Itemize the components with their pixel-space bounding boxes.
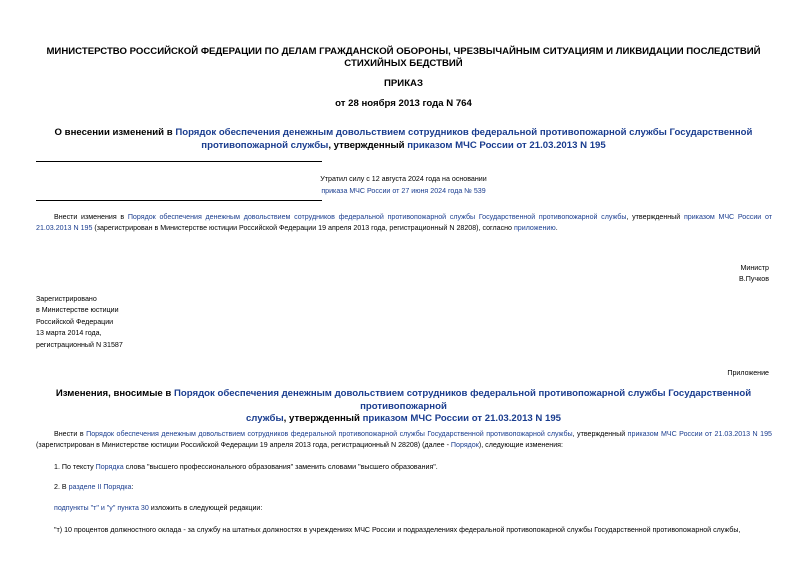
doc-title bbox=[30, 127, 777, 152]
item-1 bbox=[54, 462, 438, 473]
subitem-link[interactable]: подпункты "т" и "у" пункта 30 bbox=[54, 504, 149, 512]
body-link-order-b[interactable]: 21.03.2013 N 195 bbox=[36, 224, 93, 232]
item-text: слова "высшего профессионального образования" заменить словами "высшего образования". bbox=[123, 463, 438, 471]
body-text: . bbox=[555, 224, 558, 232]
subitem-text: изложить в следующей редакции: bbox=[148, 504, 263, 512]
item1-link[interactable]: Порядка bbox=[95, 463, 124, 471]
item-text: 2. В bbox=[54, 483, 69, 491]
appendix-paragraph bbox=[36, 429, 772, 451]
doc-type: ПРИКАЗ bbox=[384, 78, 423, 89]
appendix-text: Внести в bbox=[54, 430, 87, 438]
repeal-link[interactable]: приказа МЧС России от 27 июня 2024 года № 539 bbox=[321, 187, 486, 195]
divider-bottom bbox=[36, 200, 322, 201]
divider-top bbox=[36, 161, 322, 162]
body-text: (зарегистрирован в Министерстве юстиции Российской Федерации 19 апреля 2013 года, регистрационный N 28208), согласно bbox=[92, 224, 514, 232]
signature-role: Министр bbox=[740, 264, 769, 272]
appendix-text: , утвержденный bbox=[572, 430, 628, 438]
body-paragraph bbox=[36, 212, 772, 234]
appendix-link-short[interactable]: Порядок bbox=[450, 441, 479, 449]
body-text: , утвержденный bbox=[626, 213, 684, 221]
quote-paragraph: "т) 10 процентов должностного оклада - за службу на штатных должностях в учреждениях МЧС России и подразделениях федеральной противопожарной службы Государственной противопожарной службы, bbox=[54, 526, 741, 534]
appendix-title-mid: , утвержденный bbox=[283, 413, 363, 424]
item-2 bbox=[54, 482, 133, 493]
appendix-title-link-order[interactable]: приказом МЧС России от 21.03.2013 N 195 bbox=[362, 413, 562, 424]
title-mid: , утвержденный bbox=[328, 139, 408, 151]
registration-block bbox=[36, 294, 123, 351]
appendix-link-procedure[interactable]: Порядок обеспечения денежным довольствием сотрудников федеральной противопожарной службы Государственной противопожарной службы bbox=[86, 430, 573, 438]
title-link-procedure[interactable]: Порядок обеспечения денежным довольствием сотрудников федеральной противопожарной службы Государственной противопожарной службы bbox=[175, 127, 753, 151]
item-text: : bbox=[131, 483, 134, 491]
registration-line: 13 марта 2014 года, bbox=[36, 329, 102, 338]
appendix-link-order-a[interactable]: приказом МЧС России от 21.03.2013 N bbox=[627, 430, 758, 438]
body-link-order-a[interactable]: приказом МЧС России от bbox=[683, 213, 772, 221]
appendix-label: Приложение bbox=[727, 369, 769, 377]
subitem bbox=[54, 503, 262, 514]
registration-line: Российской Федерации bbox=[36, 317, 114, 326]
doc-date: от 28 ноября 2013 года N 764 bbox=[335, 98, 472, 109]
appendix-text: ), следующие изменения: bbox=[478, 441, 563, 449]
body-link-appendix[interactable]: приложению bbox=[513, 224, 556, 232]
appendix-text: (зарегистрирован в Министерстве юстиции Российской Федерации 19 апреля 2013 года, регистрационный N 28208) (далее - bbox=[36, 441, 451, 449]
repeal-line: Утратил силу с 12 августа 2024 года на основании bbox=[320, 175, 487, 183]
title-link-order[interactable]: приказом МЧС России от 21.03.2013 N 195 bbox=[407, 139, 606, 151]
appendix-title-link-procedure[interactable]: Порядок обеспечения денежным довольствием сотрудников федеральной противопожарной службы Государственной противопожарной bbox=[174, 388, 752, 412]
appendix-link-order-b[interactable]: 195 bbox=[760, 430, 772, 438]
repeal-notice bbox=[230, 174, 577, 197]
appendix-title-prefix: Изменения, вносимые в bbox=[55, 388, 174, 399]
item2-link[interactable]: разделе II Порядка bbox=[68, 483, 132, 491]
ministry-header: МИНИСТЕРСТВО РОССИЙСКОЙ ФЕДЕРАЦИИ ПО ДЕЛАМ ГРАЖДАНСКОЙ ОБОРОНЫ, ЧРЕЗВЫЧАЙНЫМ СИТУАЦИЯМ И ЛИКВИДАЦИИ ПОСЛЕДСТВИЙ СТИХИЙНЫХ БЕДСТВИЙ bbox=[46, 46, 761, 69]
registration-line: Зарегистрировано bbox=[36, 295, 97, 303]
signature-name: В.Пучков bbox=[739, 275, 769, 283]
registration-line: в Министерстве юстиции bbox=[36, 306, 119, 315]
body-text: Внести изменения в bbox=[54, 213, 128, 221]
item-text: 1. По тексту bbox=[54, 463, 96, 471]
title-prefix: О внесении изменений в bbox=[54, 127, 176, 138]
appendix-title-link-procedure-end[interactable]: службы bbox=[245, 413, 284, 424]
registration-line: регистрационный N 31587 bbox=[36, 340, 123, 349]
body-link-procedure[interactable]: Порядок обеспечения денежным довольствием сотрудников федеральной противопожарной службы Государственной противопожарной службы bbox=[127, 213, 627, 221]
appendix-title bbox=[30, 388, 777, 426]
signature bbox=[739, 263, 769, 285]
